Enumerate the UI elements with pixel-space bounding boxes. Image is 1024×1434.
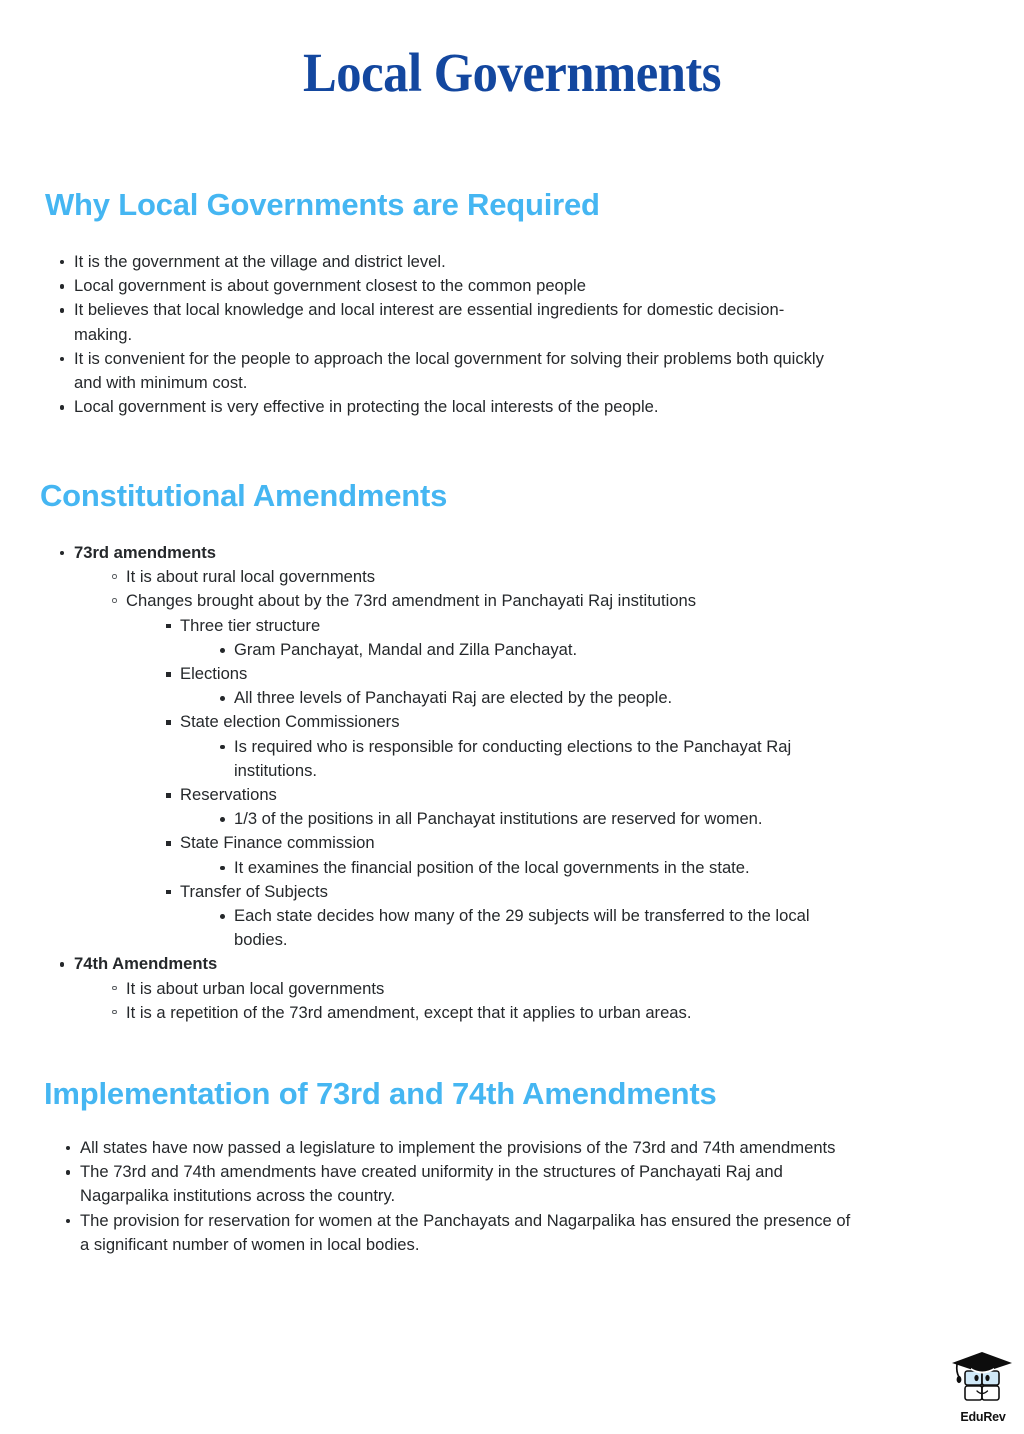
list-item-text: It believes that local knowledge and local interest are essential ingredients for domestic decision-making. — [74, 300, 785, 344]
list-item-text: The provision for reservation for women at the Panchayats and Nagarpalika has ensured the presence of a significant number of women in local bodies. — [80, 1210, 851, 1254]
list-item-text: State election Commissioners — [180, 712, 400, 732]
bullet-list — [52, 541, 852, 1025]
list-item-text: It examines the financial position of the local governments in the state. — [234, 857, 750, 877]
page-title: Local Governments — [302, 42, 721, 103]
list-item — [58, 1209, 858, 1257]
list-item — [212, 807, 852, 831]
list-item — [52, 395, 842, 419]
list-item-text: Each state decides how many of the 29 subjects will be transferred to the local bodies. — [234, 906, 810, 950]
list-item — [212, 686, 852, 710]
list-item — [52, 298, 842, 346]
bullet-sublist — [180, 638, 852, 662]
list-item — [212, 856, 852, 880]
list-item-text: Local government is about government closest to the common people — [74, 276, 586, 296]
list-item-text: 74th Amendments — [74, 954, 218, 974]
list-item-text: All states have now passed a legislature to implement the provisions of the 73rd and 74th amendments — [80, 1138, 836, 1157]
edurev-logo — [950, 1348, 1016, 1428]
bullet-list — [52, 250, 842, 419]
list-item — [104, 565, 852, 589]
list-item — [52, 347, 842, 395]
bullet-sublist — [180, 735, 852, 783]
list-item — [158, 710, 852, 783]
list-item-text: Local government is very effective in protecting the local interests of the people. — [74, 397, 659, 417]
list-item-text: It is the government at the village and district level. — [74, 252, 446, 271]
list-item — [52, 541, 852, 952]
list-item — [58, 1136, 858, 1160]
list-item-text: Is required who is responsible for conducting elections to the Panchayat Raj institutions. — [234, 736, 792, 780]
list-item — [104, 1001, 852, 1025]
list-item — [158, 662, 852, 710]
list-item — [52, 952, 852, 1025]
list-item-text: Transfer of Subjects — [180, 881, 328, 901]
list-item-text: It is a repetition of the 73rd amendment, except that it applies to urban areas. — [126, 1002, 692, 1022]
list-item-text: Elections — [180, 664, 248, 684]
list-item — [158, 831, 852, 879]
bullet-sublist — [74, 565, 852, 952]
list-item-text: Three tier structure — [180, 615, 321, 635]
edurev-wordmark: EduRev — [960, 1410, 1006, 1424]
bullet-sublist — [180, 904, 852, 952]
list-item — [158, 783, 852, 831]
list-item — [212, 735, 852, 783]
edurev-mascot-icon — [950, 1348, 1016, 1410]
bullet-sublist — [74, 977, 852, 1025]
section-body-why-local-governments — [52, 250, 842, 419]
list-item — [212, 904, 852, 952]
section-heading-constitutional-amendments: Constitutional Amendments — [40, 478, 448, 513]
list-item-text: It is convenient for the people to approach the local government for solving their problems both quickly and with minimum cost. — [74, 348, 824, 393]
list-item — [212, 638, 852, 662]
list-item — [104, 977, 852, 1001]
list-item-text: Gram Panchayat, Mandal and Zilla Panchayat. — [234, 639, 578, 659]
list-item-text: It is about rural local governments — [126, 567, 376, 587]
list-item-text: State Finance commission — [180, 833, 375, 853]
list-item-text: 1/3 of the positions in all Panchayat institutions are reserved for women. — [234, 809, 763, 829]
list-item — [158, 880, 852, 953]
list-item — [58, 1160, 858, 1208]
bullet-sublist — [126, 614, 852, 953]
list-item — [158, 614, 852, 662]
list-item-text: 73rd amendments — [74, 543, 217, 562]
bullet-sublist — [180, 856, 852, 880]
list-item-text: Reservations — [180, 785, 277, 805]
bullet-list — [58, 1136, 858, 1257]
section-heading-implementation: Implementation of 73rd and 74th Amendments — [44, 1076, 717, 1111]
list-item — [52, 250, 842, 274]
list-item-text: The 73rd and 74th amendments have created uniformity in the structures of Panchayati Raj and Nagarpalika institutions across the country. — [80, 1162, 783, 1206]
list-item-text: All three levels of Panchayati Raj are elected by the people. — [234, 688, 673, 708]
list-item — [52, 274, 842, 298]
section-body-constitutional-amendments — [52, 541, 852, 1025]
section-body-implementation — [58, 1136, 858, 1257]
section-heading-why-local-governments: Why Local Governments are Required — [45, 187, 600, 222]
list-item-text: It is about urban local governments — [126, 978, 385, 998]
list-item — [104, 589, 852, 952]
bullet-sublist — [180, 807, 852, 831]
list-item-text: Changes brought about by the 73rd amendment in Panchayati Raj institutions — [126, 591, 697, 611]
bullet-sublist — [180, 686, 852, 710]
